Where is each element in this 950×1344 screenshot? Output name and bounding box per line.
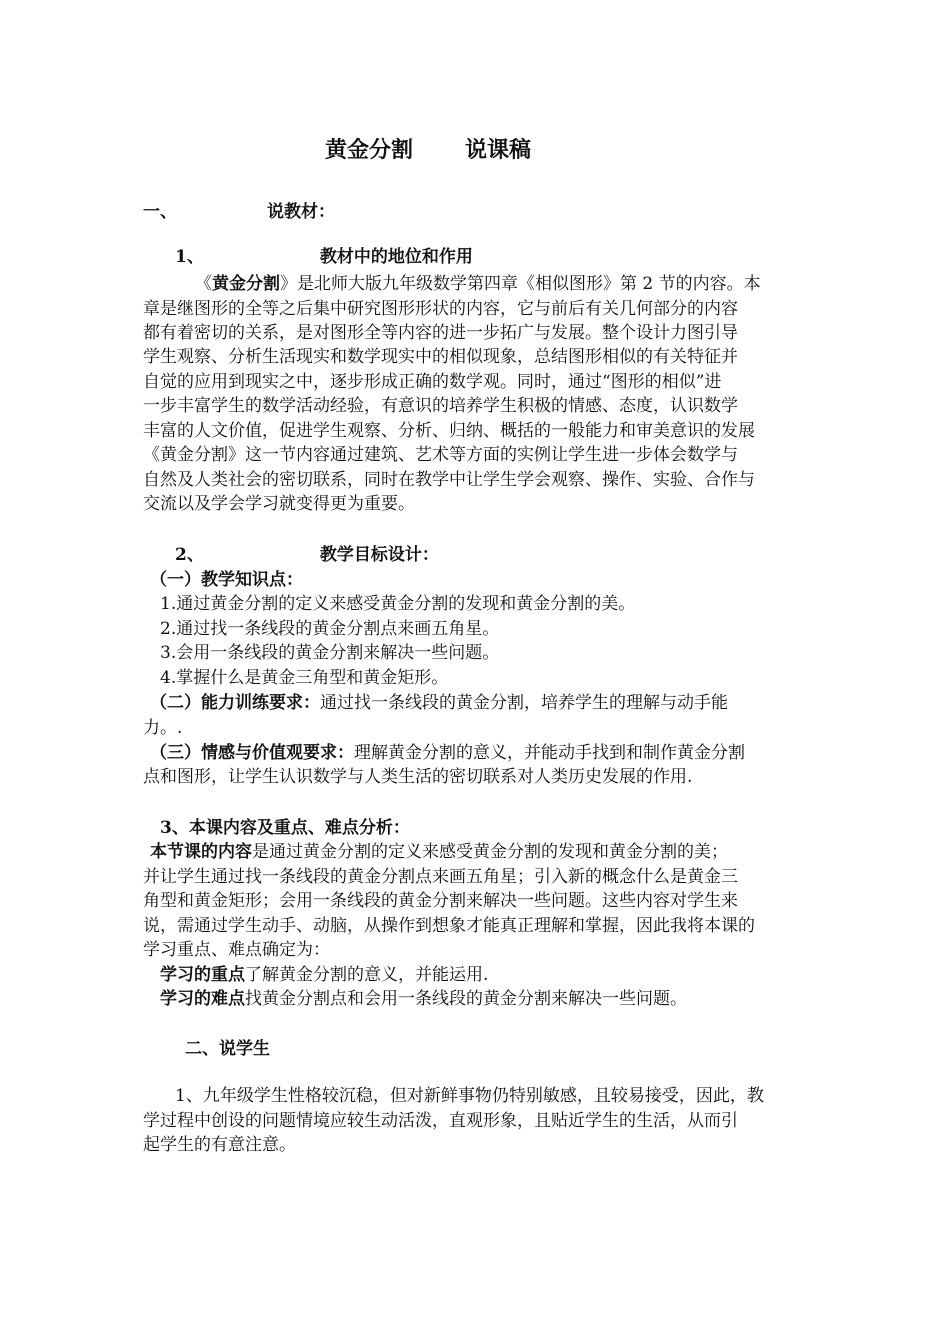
paragraph-line: 《黄金分割》这一节内容通过建筑、艺术等方面的实例让学生进一步体会数学与 — [143, 445, 738, 465]
paragraph-line: 起学生的有意注意。 — [143, 1135, 296, 1155]
paragraph-line: 学习重点、难点确定为： — [143, 940, 330, 960]
subsection-heading-3: 3、本课内容及重点、难点分析： — [160, 818, 410, 838]
paragraph-line: 学生观察、分析生活现实和数学现实中的相似现象，总结图形相似的有关特征并 — [143, 347, 738, 367]
ability-requirement: （二）能力训练要求：通过找一条线段的黄金分割，培养学生的理解与动手能 — [150, 693, 728, 713]
paragraph-line: 角型和黄金矩形；会用一条线段的黄金分割来解决一些问题。这些内容对学生来 — [143, 891, 738, 911]
section-number: 一、 — [143, 202, 177, 222]
title-sub: 说课稿 — [465, 137, 532, 163]
section-heading-2: 二、说学生 — [185, 1039, 270, 1059]
paragraph-line: 本节课的内容是通过黄金分割的定义来感受黄金分割的发现和黄金分割的美； — [150, 842, 728, 862]
subsection-heading-1 — [175, 245, 473, 269]
paragraph-line: 力。. — [143, 718, 183, 738]
difficult-point: 学习的难点找黄金分割点和会用一条线段的黄金分割来解决一些问题。 — [160, 989, 687, 1009]
paragraph-line: 自然及人类社会的密切联系，同时在教学中让学生学会观察、操作、实验、合作与 — [143, 470, 755, 490]
emotion-label: （三）情感与价值观要求： — [150, 743, 354, 763]
paragraph-line: 自觉的应用到现实之中，逐步形成正确的数学观。同时，通过“图形的相似”进 — [143, 372, 722, 392]
list-item: 4.掌握什么是黄金三角型和黄金矩形。 — [160, 668, 449, 688]
list-item: 1.通过黄金分割的定义来感受黄金分割的发现和黄金分割的美。 — [160, 594, 636, 614]
paragraph-line: 丰富的人文价值，促进学生观察、分析、归纳、概括的一般能力和审美意识的发展 — [143, 421, 755, 441]
key-point: 学习的重点了解黄金分割的意义，并能运用. — [160, 965, 489, 985]
subsection-label: 教材中的地位和作用 — [319, 247, 473, 267]
key-point-label: 学习的重点 — [160, 965, 245, 985]
emotion-requirement: （三）情感与价值观要求：理解黄金分割的意义，并能动手找到和制作黄金分割 — [150, 743, 745, 763]
subsection-number: 2、 — [175, 545, 204, 565]
page-title — [325, 138, 531, 162]
paragraph-line: 章是继图形的全等之后集中研究图形形状的内容，它与前后有关几何部分的内容 — [143, 299, 738, 319]
subsection-label: 教学目标设计： — [319, 545, 439, 565]
list-item: 3.会用一条线段的黄金分割来解决一些问题。 — [160, 643, 500, 663]
difficult-point-label: 学习的难点 — [160, 989, 245, 1009]
paragraph-line: 1、九年级学生性格较沉稳，但对新鲜事物仍特别敏感，且较易接受，因此，教 — [175, 1086, 764, 1106]
ability-label: （二）能力训练要求： — [150, 693, 320, 713]
paragraph-line: 《黄金分割》是北师大版九年级数学第四章《相似图形》第 2 节的内容。本 — [195, 274, 761, 294]
bold-term: 黄金分割 — [212, 274, 280, 294]
subsection-heading-2 — [175, 543, 439, 567]
paragraph-line: 并让学生通过找一条线段的黄金分割点来画五角星；引入新的概念什么是黄金三 — [143, 867, 738, 887]
section-label: 说教材： — [267, 202, 335, 222]
paragraph-line: 点和图形，让学生认识数学与人类生活的密切联系对人类历史发展的作用. — [143, 767, 693, 787]
subsection-number: 1、 — [175, 247, 204, 267]
paragraph-line: 交流以及学会学习就变得更为重要。 — [143, 494, 415, 514]
paragraph-line: 一步丰富学生的数学活动经验，有意识的培养学生积极的情感、态度，认识数学 — [143, 396, 738, 416]
paragraph-line: 都有着密切的关系，是对图形全等内容的进一步拓广与发展。整个设计力图引导 — [143, 323, 738, 343]
section-heading-1 — [143, 200, 335, 224]
content-label: 本节课的内容 — [150, 842, 252, 862]
knowledge-heading: （一）教学知识点： — [150, 570, 303, 590]
paragraph-line: 说，需通过学生动手、动脑，从操作到想象才能真正理解和掌握，因此我将本课的 — [143, 916, 755, 936]
paragraph-line: 学过程中创设的问题情境应较生动活泼，直观形象，且贴近学生的生活，从而引 — [143, 1111, 738, 1131]
title-main: 黄金分割 — [325, 137, 414, 163]
list-item: 2.通过找一条线段的黄金分割点来画五角星。 — [160, 619, 500, 639]
